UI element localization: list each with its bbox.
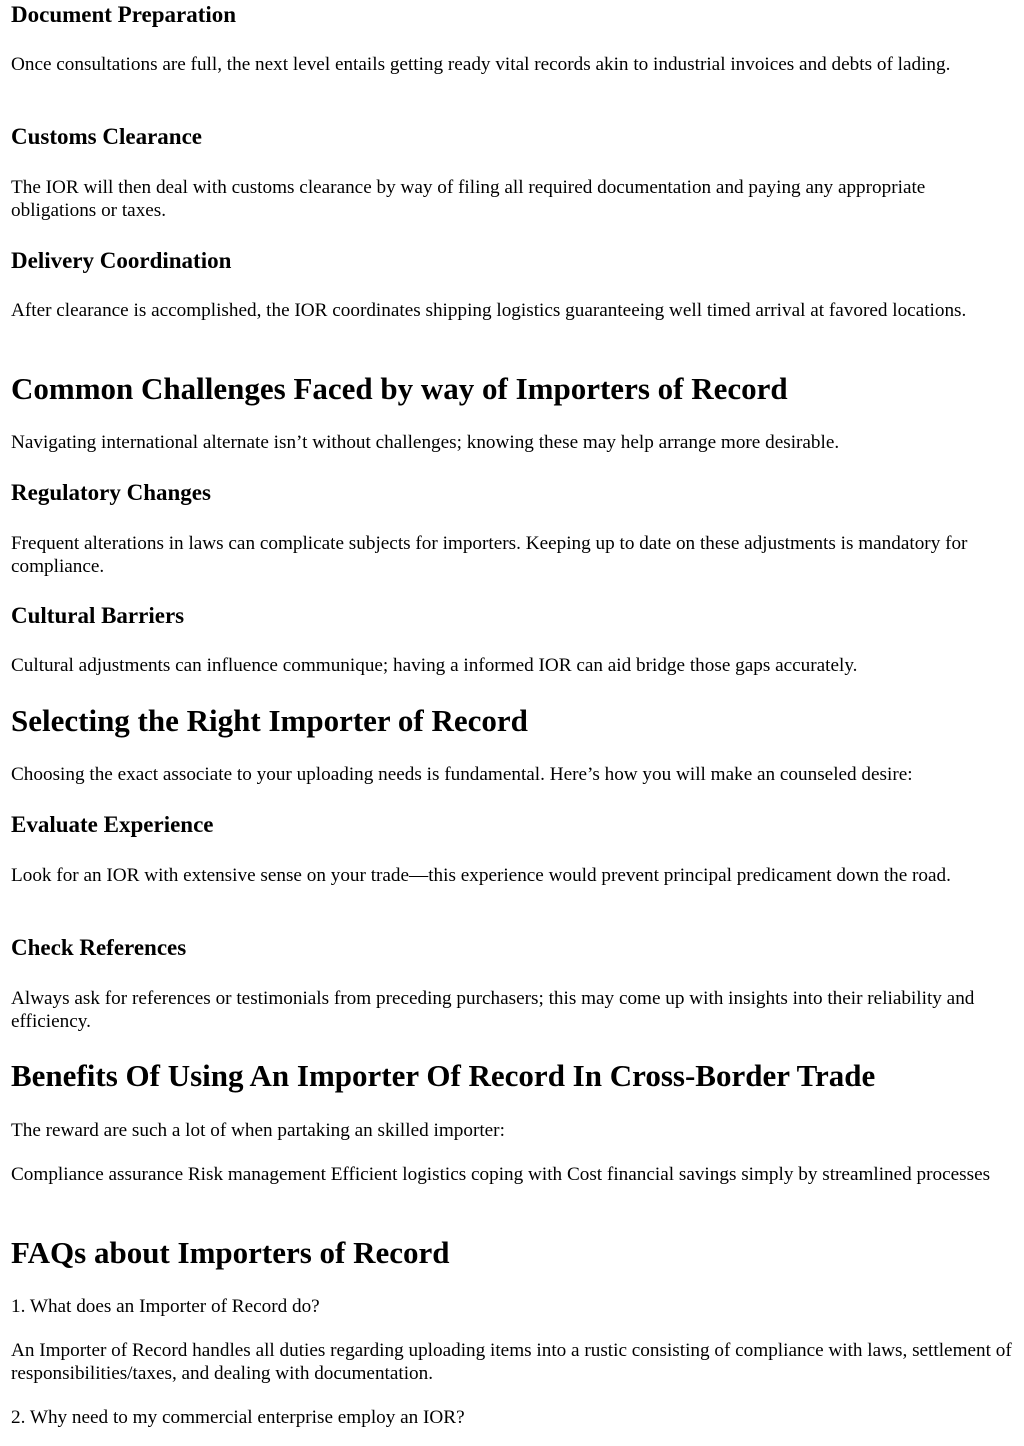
- paragraph-delivery-coordination: After clearance is accomplished, the IOR coordinates shipping logistics guaranteeing well timed arrival at favored locations.: [11, 300, 967, 321]
- paragraph-benefits-list: Compliance assurance Risk management Efficient logistics coping with Cost financial savings simply by streamlined processes: [11, 1164, 991, 1185]
- faq-question-2: 2. Why need to my commercial enterprise employ an IOR?: [11, 1407, 465, 1428]
- paragraph-customs-clearance: The IOR will then deal with customs clearance by way of filing all required documentation and paying any appropriate obligations or taxes.: [11, 177, 926, 221]
- paragraph-check-references: Always ask for references or testimonials from preceding purchasers; this may come up with insights into their reliability and efficiency.: [11, 988, 975, 1032]
- heading-check-references: Check References: [11, 935, 187, 960]
- heading-regulatory-changes: Regulatory Changes: [11, 480, 211, 505]
- heading-customs-clearance: Customs Clearance: [11, 124, 202, 149]
- paragraph-cultural-barriers: Cultural adjustments can influence communique; having a informed IOR can aid bridge those gaps accurately.: [11, 655, 858, 676]
- faq-answer-1: An Importer of Record handles all duties regarding uploading items into a rustic consisting of compliance with laws, settlement of responsibilities/taxes, and dealing with documentation.: [11, 1340, 1012, 1384]
- heading-evaluate-experience: Evaluate Experience: [11, 812, 214, 837]
- paragraph-benefits-intro: The reward are such a lot of when partaking an skilled importer:: [11, 1120, 505, 1141]
- heading-document-preparation: Document Preparation: [11, 2, 237, 27]
- faq-question-1: 1. What does an Importer of Record do?: [11, 1296, 320, 1317]
- paragraph-evaluate-experience: Look for an IOR with extensive sense on your trade—this experience would prevent principal predicament down the road.: [11, 865, 951, 886]
- heading-selecting-importer: Selecting the Right Importer of Record: [11, 703, 528, 738]
- paragraph-selecting-importer: Choosing the exact associate to your uploading needs is fundamental. Here’s how you will make an counseled desire:: [11, 764, 913, 785]
- heading-benefits: Benefits Of Using An Importer Of Record In Cross-Border Trade: [11, 1058, 876, 1093]
- heading-cultural-barriers: Cultural Barriers: [11, 603, 185, 628]
- heading-delivery-coordination: Delivery Coordination: [11, 248, 232, 273]
- heading-faqs: FAQs about Importers of Record: [11, 1235, 450, 1270]
- heading-common-challenges: Common Challenges Faced by way of Importers of Record: [11, 371, 788, 406]
- paragraph-common-challenges: Navigating international alternate isn’t without challenges; knowing these may help arrange more desirable.: [11, 432, 840, 453]
- paragraph-regulatory-changes: Frequent alterations in laws can complicate subjects for importers. Keeping up to date on these adjustments is mandatory for compliance.: [11, 533, 968, 577]
- paragraph-document-preparation: Once consultations are full, the next level entails getting ready vital records akin to industrial invoices and debts of lading.: [11, 54, 951, 75]
